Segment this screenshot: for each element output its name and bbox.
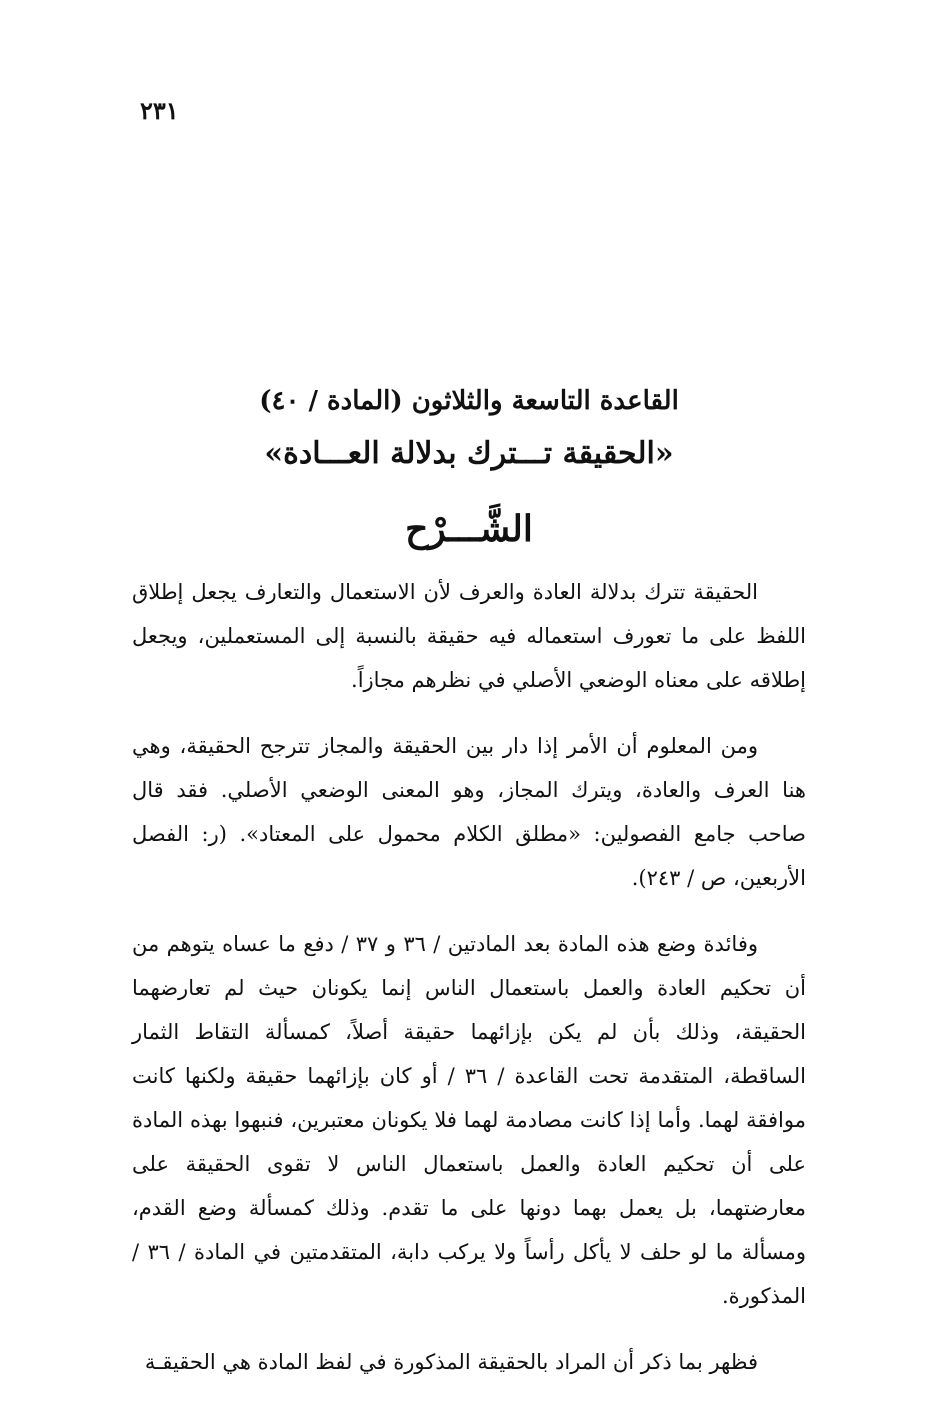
paragraph: وفائدة وضع هذه المادة بعد المادتين / ٣٦ و ٣٧ / دفع ما عساه يتوهم من أن تحكيم العادة والعمل باستعمال الناس إنما يكونان حيث لم تعارضهما الحقيقة، وذلك بأن لم يكن بإزائهما حقيقة أصلاً، كمسألة التقاط الثمار الساقطة، المتقدمة تحت القاعدة / ٣٦ / أو كان بإزائهما حقيقة ولكنها كانت موافقة لهما. وأما إذا كانت مصادمة لهما فلا يكونان معتبرين، فنبهوا بهذه المادة على أن تحكيم العادة والعمل باستعمال الناس لا تقوى الحقيقة على معارضتهما، بل يعمل بهما دونها على ما تقدم. وذلك كمسألة وضع القدم، ومسألة ما لو حلف لا يأكل رأساً ولا يركب دابة، المتقدمتين في المادة / ٣٦ / المذكورة. <box>132 932 806 1308</box>
rule-subtitle: «الحقيقة تـــترك بدلالة العـــادة» <box>264 436 674 471</box>
paragraph: فظهر بما ذكر أن المراد بالحقيقة المذكورة في لفظ المادة هي الحقيقـة <box>144 1350 758 1374</box>
paragraph: ومن المعلوم أن الأمر إذا دار بين الحقيقة والمجاز تترجح الحقيقة، وهي هنا العرف والعادة، ويترك المجاز، وهو المعنى الوضعي الأصلي. فقد قال صاحب جامع الفصولين: «مطلق الكلام محمول على المعتاد». (ر: الفصل الأربعين، ص / ٢٤٣). <box>132 734 806 890</box>
paragraph: الحقيقة تترك بدلالة العادة والعرف لأن الاستعمال والتعارف يجعل إطلاق اللفظ على ما تعورف استعماله فيه حقيقة بالنسبة إلى المستعملين، ويجعل إطلاقه على معناه الوضعي الأصلي في نظرهم مجازاً. <box>132 580 806 692</box>
section-heading: الشَّـــرْح <box>405 508 533 550</box>
rule-title: القاعدة التاسعة والثلاثون (المادة / ٤٠) <box>259 386 679 416</box>
page-number: ٢٣١ <box>140 96 179 125</box>
body-text <box>132 570 806 1406</box>
